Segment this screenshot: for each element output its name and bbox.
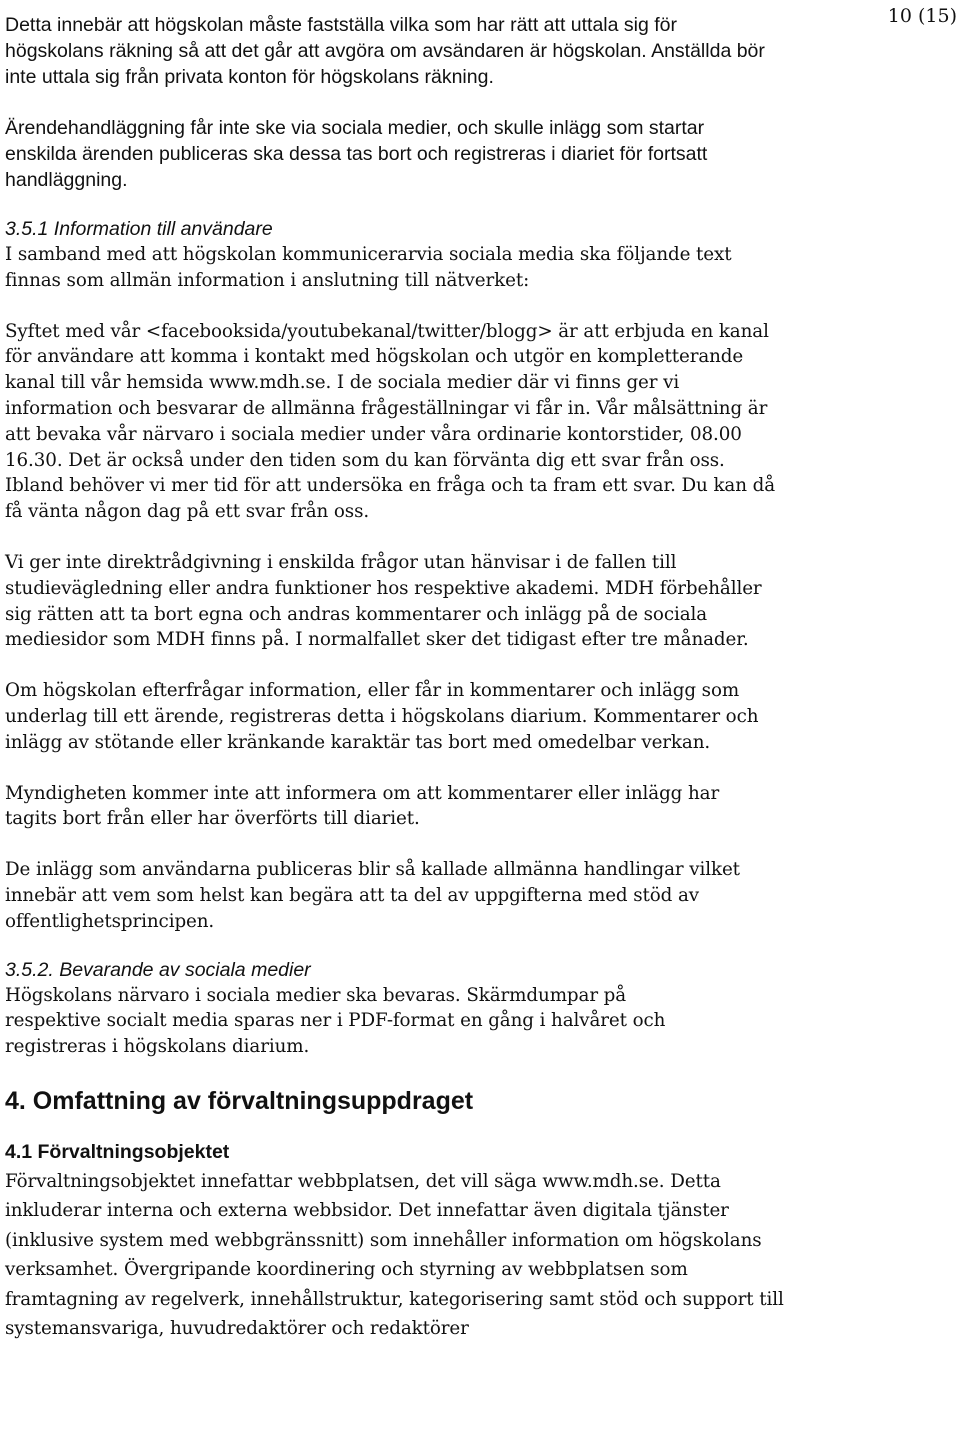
page-number: 10 (15) (887, 5, 957, 27)
section-351-intro: I samband med att högskolan kommunicerarvia sociala media ska följande text finnas som allmän information i anslutning till nätverket: (5, 244, 732, 291)
user-info-paragraph: Om högskolan efterfrågar information, eller får in kommentarer och inlägg som underlag till ett ärende, registreras detta i högskolans diarium. Kommentarer och inlägg av stötande eller kränkande karaktär tas bort med omedelbar verkan. (5, 680, 759, 753)
user-info-paragraph: Myndigheten kommer inte att informera om att kommentarer eller inlägg har tagits bort från eller har överförts till diariet. (5, 782, 720, 830)
section-41-body: Förvaltningsobjektet innefattar webbplatsen, det vill säga www.mdh.se. Detta inkluderar interna och externa webbsidor. Det innefattar även digitala tjänster (inklusive system med webbgränssnitt) som innehåller information om högskolans verksamhet. Övergripande koordinering och styrning av webbplatsen som framtagning av regelverk, innehållstruktur, kategorisering samt stöd och support till systemansvariga, huvudredaktörer och redaktörer (5, 1170, 784, 1340)
section-352-heading: 3.5.2. Bevarande av sociala medier (5, 958, 311, 981)
section-4-heading: 4. Omfattning av förvaltningsuppdraget (5, 1086, 474, 1115)
user-info-paragraph: De inlägg som användarna publiceras blir så kallade allmänna handlingar vilket innebär att vem som helst kan begära att ta del av uppgifterna med stöd av offentlighetsprincipen. (5, 859, 740, 932)
section-351-heading: 3.5.1 Information till användare (5, 218, 273, 240)
case-handling-paragraph: Ärendehandläggning får inte ske via sociala medier, och skulle inlägg som startar enskilda ärenden publiceras ska dessa tas bort och registreras i diariet för fortsatt handläggning. (5, 117, 708, 191)
section-352-body: Högskolans närvaro i sociala medier ska bevaras. Skärmdumpar på respektive socialt media sparas ner i PDF-format en gång i halvåret och registreras i högskolans diarium. (5, 984, 666, 1058)
section-41-heading: 4.1 Förvaltningsobjektet (5, 1140, 230, 1163)
intro-paragraph: Detta innebär att högskolan måste fastställa vilka som har rätt att uttala sig för högskolans räkning så att det går att avgöra om avsändaren är högskolan. Anställda bör inte uttala sig från privata konton för högskolans räkning. (5, 14, 765, 88)
document-body (5, 12, 797, 1344)
user-info-paragraph: Syftet med vår <facebooksida/youtubekanal/twitter/blogg> är att erbjuda en kanal för användare att komma i kontakt med högskolan och utgör en kompletterande kanal till vår hemsida www.mdh.se. I de sociala medier där vi finns ger vi information och besvarar de allmänna frågeställningar vi får in. Vår målsättning är att bevaka vår närvaro i sociala medier under våra ordinarie kontorstider, 08.00 16.30. Det är också under den tiden som du kan förvänta dig ett svar från oss. Ibland behöver vi mer tid för att undersöka en fråga och ta fram ett svar. Du kan då få vänta någon dag på ett svar från oss. (5, 320, 776, 523)
user-info-paragraph: Vi ger inte direktrådgivning i enskilda frågor utan hänvisar i de fallen till studievägledning eller andra funktioner hos respektive akademi. MDH förbehåller sig rätten att ta bort egna och andras kommentarer och inlägg på de sociala mediesidor som MDH finns på. I normalfallet sker det tidigast efter tre månader. (5, 551, 762, 651)
